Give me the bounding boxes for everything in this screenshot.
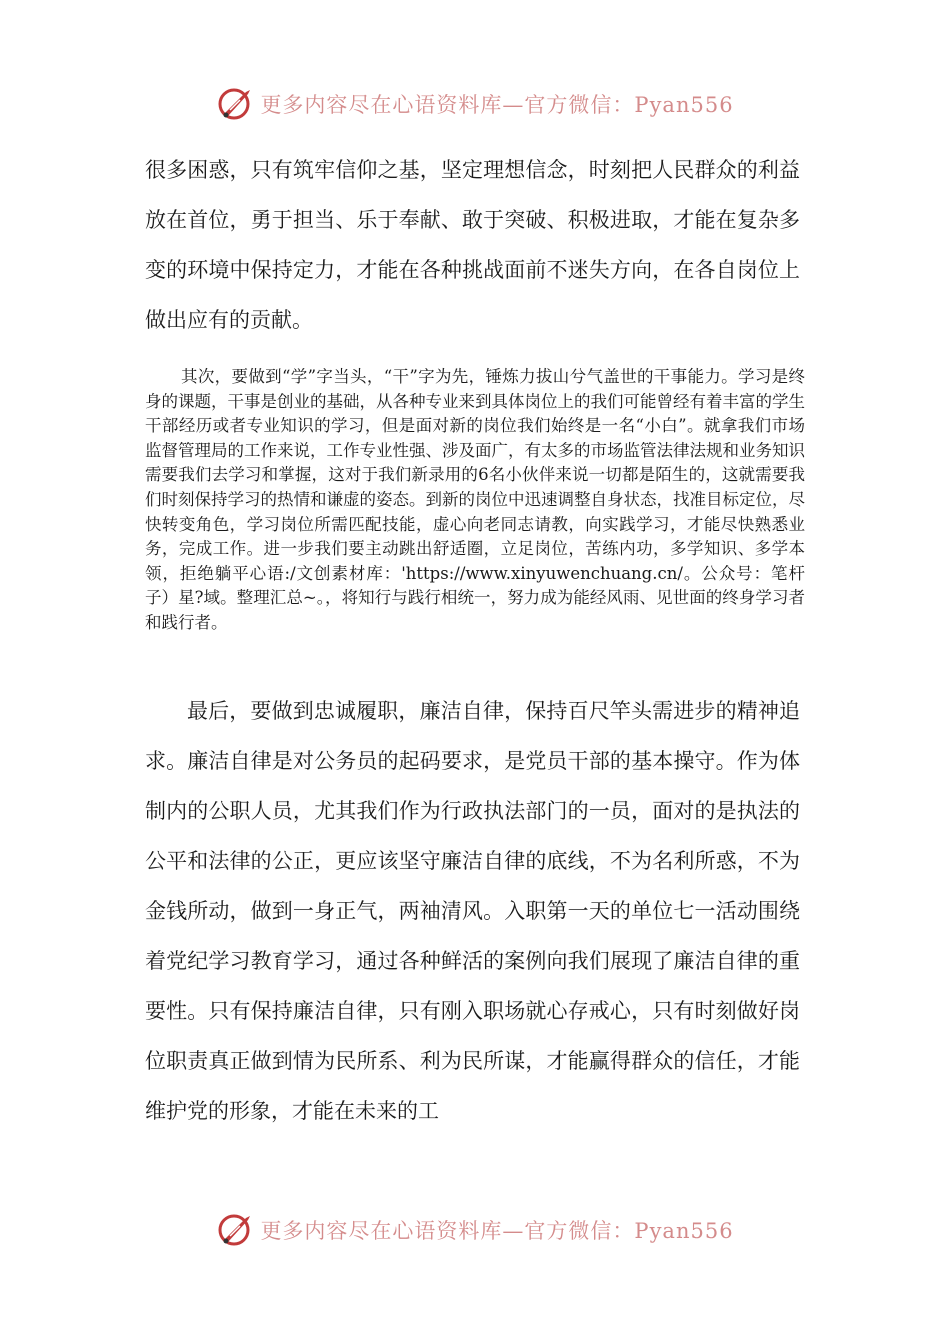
paragraph-2: 其次，要做到“学”字当头，“干”字为先，锤炼力拔山兮气盖世的干事能力。学习是终身的课题，干事是创业的基础，从各种专业来到具体岗位上的我们可能曾经有着丰富的学生干部经历或者专业知识的学习，但是面对新的岗位我们始终是一名“小白”。就拿我们市场监督管理局的工作来说，工作专业性强、涉及面广，有太多的市场监管法律法规和业务知识需要我们去学习和掌握，这对于我们新录用的6名小伙伴来说一切都是陌生的，这就需要我们时刻保持学习的热情和谦虚的姿态。到新的岗位中迅速调整自身状态，找准目标定位，尽快转变角色，学习岗位所需匹配技能，虚心向老同志请教，向实践学习，才能尽快熟悉业务，完成工作。进一步我们要主动跳出舒适圈，立足岗位，苦练内功，多学知识、多学本领，拒绝躺平心语:/文创素材库：'https://www.xinyuwenchuang.cn/。公众号：笔杆子）星?域。整理汇总~。，将知行与践行相统一，努力成为能经风雨、见世面的终身学习者和践行者。: [145, 367, 805, 632]
footer-banner-text: 更多内容尽在心语资料库—官方微信：Pyan556: [260, 1219, 734, 1243]
header-banner-text: 更多内容尽在心语资料库—官方微信：Pyan556: [260, 93, 734, 117]
quill-logo-icon: [216, 84, 256, 124]
quill-logo-icon: [216, 1210, 256, 1250]
footer-banner: [0, 1208, 950, 1252]
header-banner: [0, 82, 950, 126]
paragraph-1: 很多困惑，只有筑牢信仰之基，坚定理想信念，时刻把人民群众的利益放在首位，勇于担当、乐于奉献、敢于突破、积极进取，才能在复杂多变的环境中保持定力，才能在各种挑战面前不迷失方向，在各自岗位上做出应有的贡献。: [145, 158, 800, 332]
paragraph-3: 最后，要做到忠诚履职，廉洁自律，保持百尺竿头需进步的精神追求。廉洁自律是对公务员的起码要求，是党员干部的基本操守。作为体制内的公职人员，尤其我们作为行政执法部门的一员，面对的是执法的公平和法律的公正，更应该坚守廉洁自律的底线，不为名利所惑，不为金钱所动，做到一身正气，两袖清风。入职第一天的单位七一活动围绕着党纪学习教育学习，通过各种鲜活的案例向我们展现了廉洁自律的重要性。只有保持廉洁自律，只有刚入职场就心存戒心，只有时刻做好岗位职责真正做到情为民所系、利为民所谋，才能赢得群众的信任，才能维护党的形象，才能在未来的工: [145, 699, 800, 1123]
